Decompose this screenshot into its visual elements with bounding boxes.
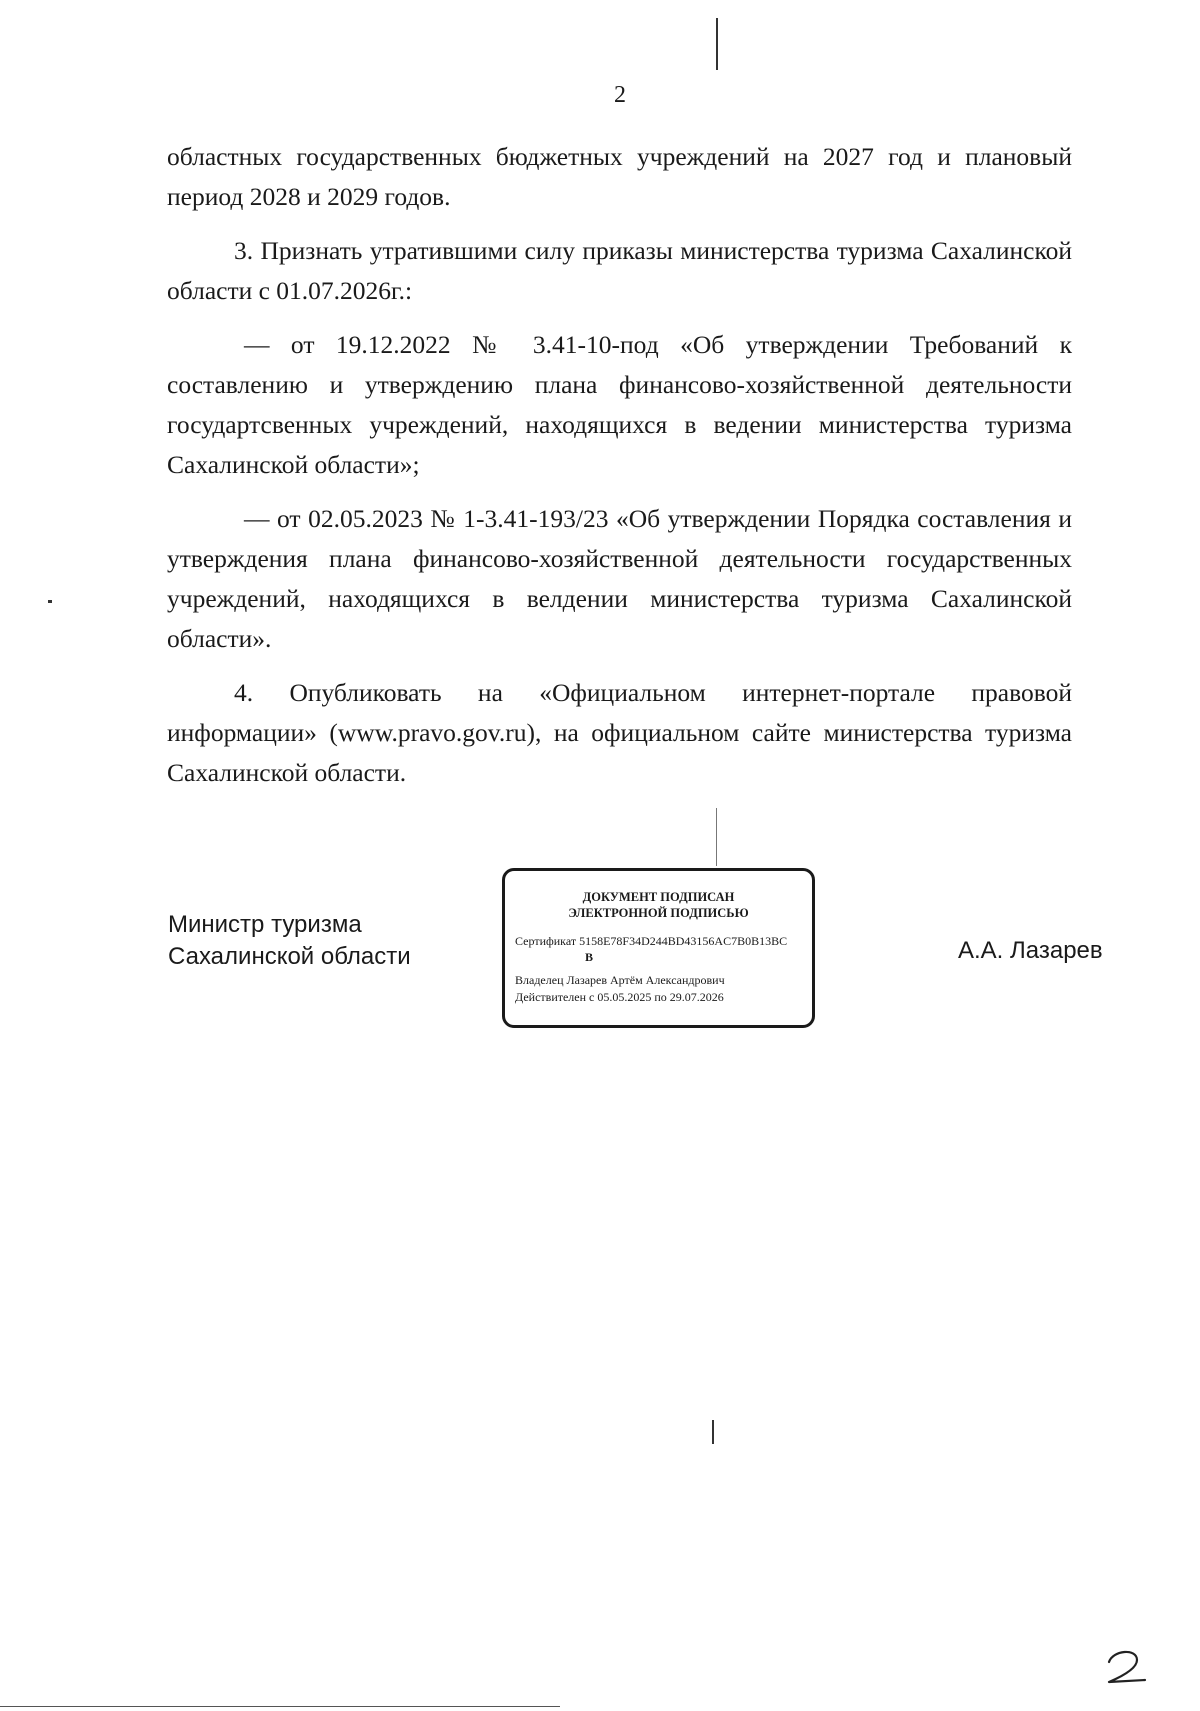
esign-validity: Действителен с 05.05.2025 по 29.07.2026 (515, 990, 724, 1004)
esign-heading-line-1: ДОКУМЕНТ ПОДПИСАН (582, 890, 735, 904)
signer-title-line-1: Министр туризма (168, 911, 362, 938)
handwritten-page-mark (1097, 1640, 1157, 1690)
esign-heading-line-2: ЭЛЕКТРОННОЙ ПОДПИСЬЮ (568, 906, 749, 920)
signer-name: А.А. Лазарев (958, 937, 1103, 964)
signer-title-line-2: Сахалинской области (168, 943, 411, 970)
page-number: 2 (614, 82, 626, 108)
esign-certificate-tail: B (585, 950, 594, 964)
scan-mark-lower-line (712, 1420, 714, 1444)
paragraph-order-2022: — от 19.12.2022 № 3.41-10-под «Об утверждении Требований к составлению и утверждению плана финансово-хозяйственной деятельности государтсвенных учреждений, находящихся в ведении министерства туризма Сахалинской области»; (167, 330, 1072, 479)
esign-owner: Владелец Лазарев Артём Александрович (515, 973, 725, 987)
document-body (167, 137, 1072, 807)
electronic-signature-stamp (502, 868, 815, 1028)
scan-mark-bottom-line (0, 1706, 560, 1707)
paragraph-continuation: областных государственных бюджетных учреждений на 2027 год и плановый период 2028 и 2029 годов. (167, 142, 1072, 211)
esign-heading (505, 889, 812, 921)
signer-title (168, 909, 411, 973)
scan-mark-left-dot (48, 600, 52, 603)
scan-mark-top-line (716, 18, 718, 70)
paragraph-item-3: 3. Признать утратившими силу приказы министерства туризма Сахалинской области с 01.07.2026г.: (167, 236, 1072, 305)
paragraph-order-2023: — от 02.05.2023 № 1-3.41-193/23 «Об утверждении Порядка составления и утверждения плана финансово-хозяйственной деятельности государственных учреждений, находящихся в велдении министерства туризма Сахалинской области». (167, 504, 1072, 653)
paragraph-item-4: 4. Опубликовать на «Официальном интернет-портале правовой информации» (www.pravo.gov.ru), на официальном сайте министерства туризма Сахалинской области. (167, 678, 1072, 787)
scan-mark-stamp-line (716, 808, 717, 866)
esign-certificate: Сертификат 5158E78F34D244BD43156AC7B0B13BC (515, 934, 788, 948)
